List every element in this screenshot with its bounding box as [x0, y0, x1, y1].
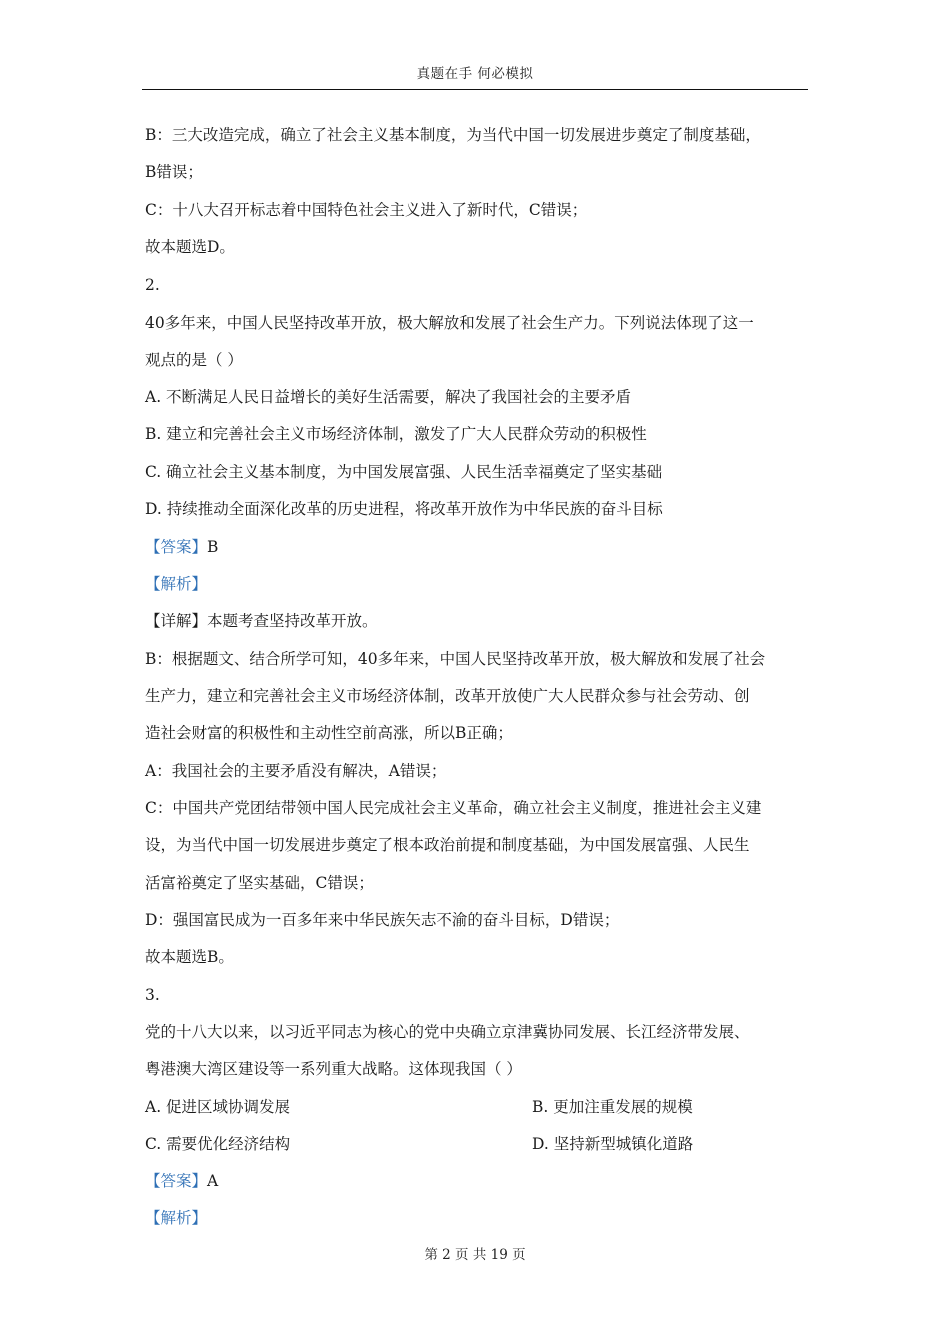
q3-answer [145, 1171, 218, 1191]
answer-tag: 【答案】 [145, 1172, 208, 1190]
q2-analysis-heading [145, 574, 207, 594]
q2-number: 2. [145, 276, 160, 294]
prev-option-b-explanation-line1: B：三大改造完成，确立了社会主义基本制度，为当代中国一切发展进步奠定了制度基础， [145, 126, 761, 144]
detail-text: 本题考查坚持改革开放。 [207, 612, 378, 630]
q3-stem-line2: 粤港澳大湾区建设等一系列重大战略。这体现我国（ ） [145, 1060, 522, 1078]
q2-explanation-line: A：我国社会的主要矛盾没有解决，A错误； [145, 762, 447, 780]
q2-detail [145, 611, 378, 631]
q2-option-d: D. 持续推动全面深化改革的历史进程，将改革开放作为中华民族的奋斗目标 [145, 500, 663, 518]
q3-option-d: D. 坚持新型城镇化道路 [532, 1135, 694, 1153]
q2-explanation-line: 造社会财富的积极性和主动性空前高涨，所以B正确； [145, 724, 513, 742]
q3-analysis-heading [145, 1208, 207, 1228]
prev-option-b-explanation-line2: B错误； [145, 163, 203, 181]
prev-conclusion: 故本题选D。 [145, 238, 235, 256]
detail-tag: 【详解】 [145, 612, 208, 630]
q3-option-a: A. 促进区域协调发展 [145, 1098, 291, 1116]
q3-stem-line1: 党的十八大以来，以习近平同志为核心的党中央确立京津冀协同发展、长江经济带发展、 [145, 1023, 750, 1041]
q2-conclusion: 故本题选B。 [145, 948, 234, 966]
q2-explanation-line: B：根据题文、结合所学可知，40多年来，中国人民坚持改革开放，极大解放和发展了社会 [145, 650, 766, 668]
answer-value: A [207, 1172, 219, 1190]
analysis-tag: 【解析】 [145, 1209, 208, 1227]
q2-answer [145, 537, 218, 557]
q2-explanation-line: 设，为当代中国一切发展进步奠定了根本政治前提和制度基础，为中国发展富强、人民生 [145, 836, 750, 854]
q2-option-c: C. 确立社会主义基本制度，为中国发展富强、人民生活幸福奠定了坚实基础 [145, 463, 663, 481]
q2-option-a: A. 不断满足人民日益增长的美好生活需要，解决了我国社会的主要矛盾 [145, 388, 632, 406]
q2-explanation-line: 生产力，建立和完善社会主义市场经济体制，改革开放使广大人民群众参与社会劳动、创 [145, 687, 750, 705]
q2-option-b: B. 建立和完善社会主义市场经济体制，激发了广大人民群众劳动的积极性 [145, 425, 647, 443]
q2-explanation-line: 活富裕奠定了坚实基础，C错误； [145, 874, 374, 892]
header-divider [142, 89, 808, 90]
q3-number: 3. [145, 986, 160, 1004]
q3-option-b: B. 更加注重发展的规模 [532, 1098, 693, 1116]
q2-explanation-line: C：中国共产党团结带领中国人民完成社会主义革命，确立社会主义制度，推进社会主义建 [145, 799, 762, 817]
page-number: 第 2 页 共 19 页 [424, 1247, 526, 1263]
answer-tag: 【答案】 [145, 538, 208, 556]
q2-stem-line1: 40多年来，中国人民坚持改革开放，极大解放和发展了社会生产力。下列说法体现了这一 [145, 314, 754, 332]
page-header-title: 真题在手 何必模拟 [416, 66, 534, 82]
q3-option-c: C. 需要优化经济结构 [145, 1135, 291, 1153]
analysis-tag: 【解析】 [145, 575, 208, 593]
q2-stem-line2: 观点的是（ ） [145, 351, 243, 369]
prev-option-c-explanation: C：十八大召开标志着中国特色社会主义进入了新时代，C错误； [145, 201, 588, 219]
q2-explanation-line: D：强国富民成为一百多年来中华民族矢志不渝的奋斗目标，D错误； [145, 911, 620, 929]
answer-value: B [207, 538, 219, 556]
